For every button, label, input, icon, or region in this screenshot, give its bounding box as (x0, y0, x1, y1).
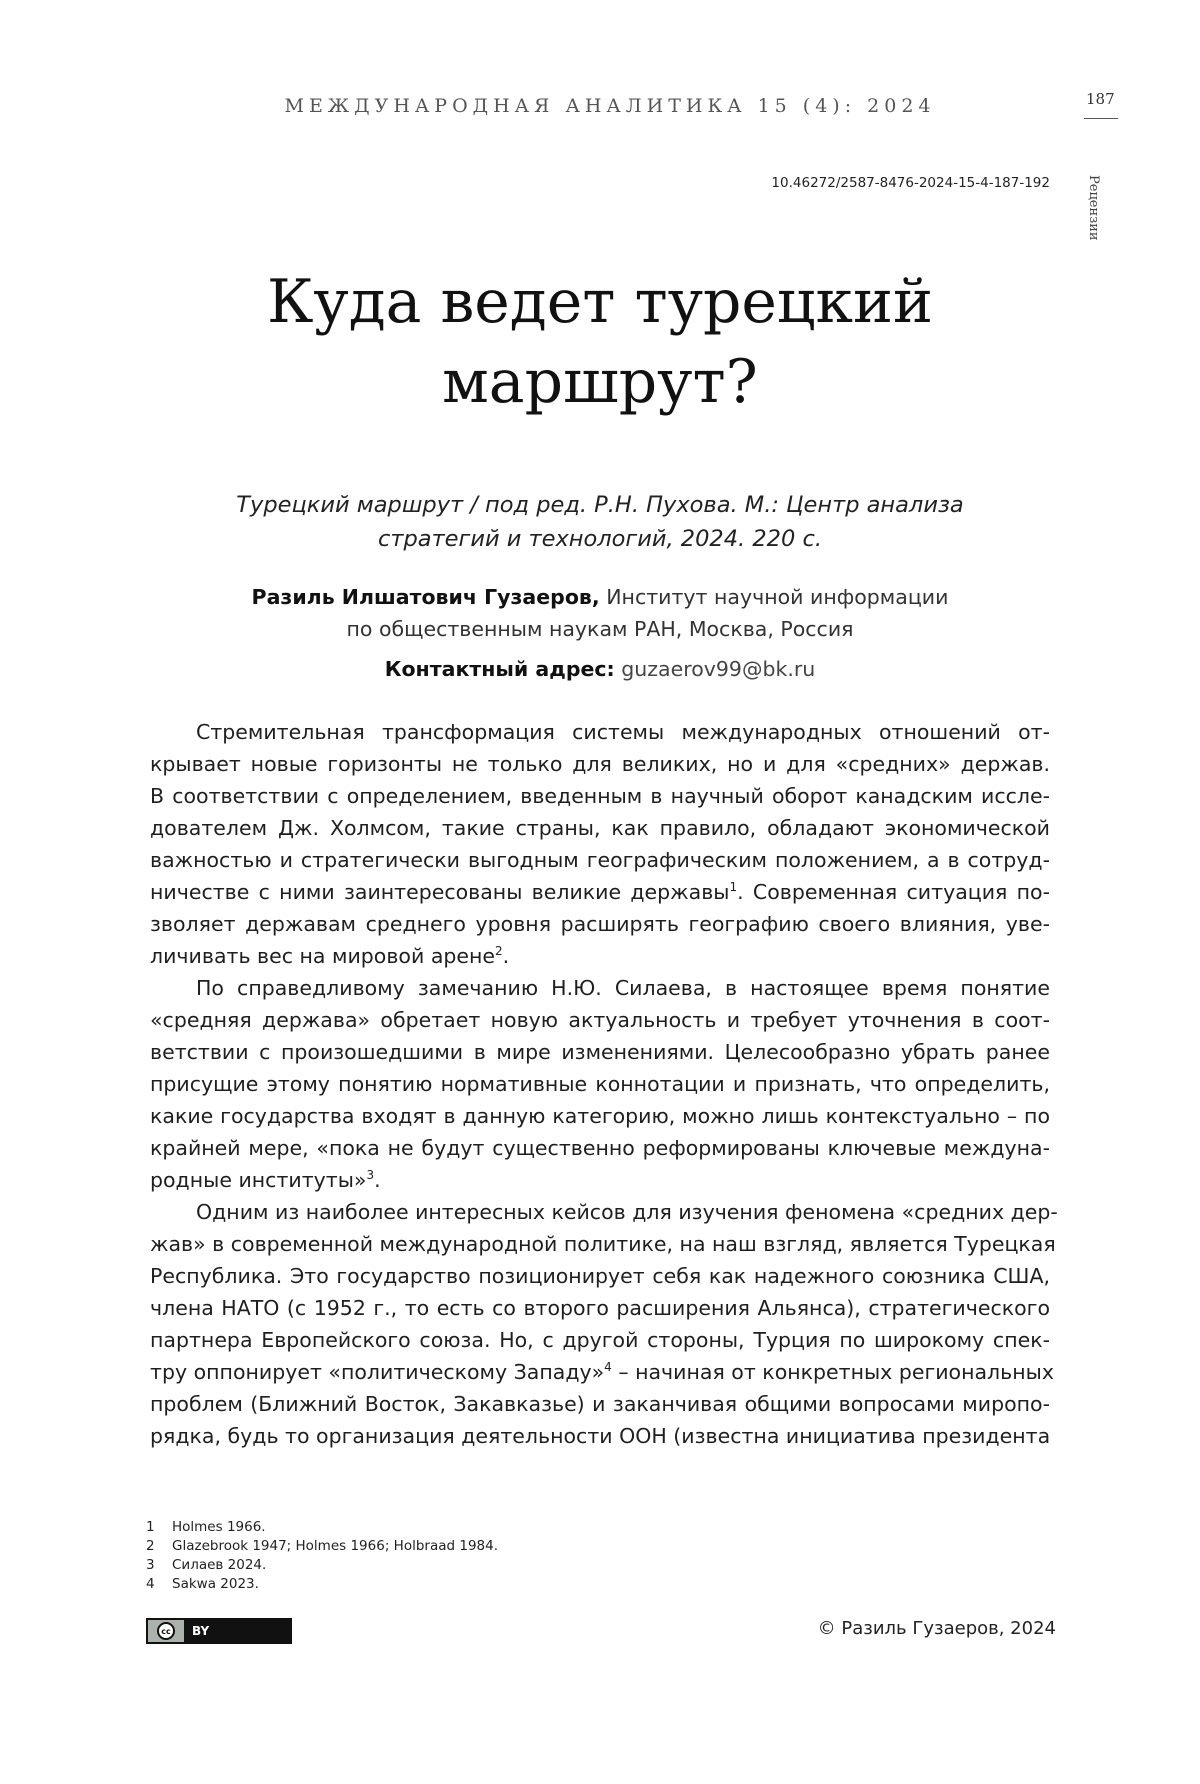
citation-line: Турецкий маршрут / под ред. Р.Н. Пухова. М.: Центр анализа (236, 492, 964, 518)
body-line (150, 876, 1050, 908)
body-line: присущие этому понятию нормативные коннотации и признать, что определить, (150, 1072, 1050, 1096)
cc-icon: cc (157, 1622, 175, 1640)
contact-email[interactable]: guzaerov99@bk.ru (614, 657, 816, 681)
body-line: рядка, будь то организация деятельности ООН (известна инициатива президента (150, 1424, 1051, 1448)
journal-header: МЕЖДУНАРОДНАЯ АНАЛИТИКА 15 (4): 2024 (284, 95, 936, 117)
cc-by-icon[interactable] (146, 1618, 292, 1644)
body-text: ничестве с ними заинтересованы великие державы (150, 880, 730, 904)
title-line: маршрут? (442, 347, 758, 417)
footnote-text: Силаев 2024. (172, 1557, 267, 1573)
footnote (146, 1556, 846, 1575)
author-block (200, 581, 1000, 645)
body-line (150, 1164, 1050, 1196)
copyright-notice: © Разиль Гузаеров, 2024 (817, 1618, 1056, 1639)
body-line (150, 1356, 1054, 1388)
book-citation (200, 488, 1000, 556)
contact-line (200, 654, 1000, 684)
body-line: В соответствии с определением, введенным в научный оборот канадским иссле- (150, 784, 1050, 808)
body-line: проблем (Ближний Восток, Закавказье) и заканчивая общими вопросами миропо- (150, 1392, 1050, 1416)
body-line: ветствии с произошедшими в мире изменениями. Целесообразно убрать ранее (150, 1040, 1050, 1064)
footnote-text: Sakwa 2023. (172, 1576, 259, 1592)
author-line (200, 581, 1000, 613)
footnote-ref[interactable]: 4 (604, 1360, 612, 1375)
author-name: Разиль Илшатович Гузаеров, (251, 585, 600, 609)
footnote (146, 1575, 846, 1594)
body-line: Республика. Это государство позиционирует себя как надежного союзника США, (150, 1264, 1050, 1288)
body-text: родные институты» (150, 1168, 367, 1192)
page-number: 187 (1086, 90, 1115, 108)
footnote-ref[interactable]: 3 (366, 1168, 375, 1183)
cc-segment (148, 1620, 184, 1642)
affiliation-line: по общественным наукам РАН, Москва, Россия (346, 617, 854, 641)
body-line: жав» в современной международной политике, на наш взгляд, является Турецкая (150, 1232, 1056, 1256)
body-text: тру оппонирует «политическому Западу» (150, 1360, 605, 1384)
body-line: партнера Европейского союза. Но, с другой стороны, Турция по широкому спек- (150, 1328, 1050, 1352)
paragraph-3 (150, 1196, 1058, 1452)
footnote (146, 1537, 846, 1556)
body-line: По справедливому замечанию Н.Ю. Силаева, в настоящее время понятие (196, 976, 1050, 1000)
body-line: зволяет державам среднего уровня расширять географию своего влияния, уве- (150, 912, 1050, 936)
doi-link[interactable]: 10.46272/2587-8476-2024-15-4-187-192 (771, 175, 1050, 191)
contact-label: Контактный адрес: (384, 657, 615, 681)
footnote-text: Holmes 1966. (172, 1519, 266, 1535)
body-line: крайней мере, «пока не будут существенно реформированы ключевые междуна- (150, 1136, 1050, 1160)
body-line: «средняя держава» обретает новую актуальность и требует уточнения в соот- (150, 1008, 1050, 1032)
body-line: члена НАТО (с 1952 г., то есть со второго расширения Альянса), стратегического (150, 1296, 1050, 1320)
body-line: какие государства входят в данную категорию, можно лишь контекстуально – по (150, 1104, 1050, 1128)
paragraph-2 (150, 972, 1050, 1196)
article-body (150, 716, 1058, 1452)
footnote (146, 1518, 846, 1537)
footnote-number: 3 (146, 1557, 155, 1573)
paragraph-1 (150, 716, 1050, 972)
body-text: . Современная ситуация по- (737, 880, 1050, 904)
footnote-number: 4 (146, 1576, 155, 1592)
footnote-text: Glazebrook 1947; Holmes 1966; Holbraad 1984. (172, 1538, 498, 1554)
footnote-number: 2 (146, 1538, 155, 1554)
body-text: – начиная от конкретных региональных (611, 1360, 1054, 1384)
body-line: крывает новые горизонты не только для великих, но и для «средних» держав. (150, 752, 1050, 776)
body-line: Стремительная трансформация системы международных отношений от- (196, 720, 1050, 744)
footnotes (146, 1518, 846, 1594)
footnote-ref[interactable]: 2 (495, 944, 503, 959)
footnote-ref[interactable]: 1 (729, 880, 738, 895)
by-label: BY (192, 1624, 210, 1638)
body-line: дователем Дж. Холмсом, такие страны, как правило, обладают экономической (150, 816, 1050, 840)
citation-line: стратегий и технологий, 2024. 220 с. (378, 526, 822, 552)
margin-rule (1084, 118, 1118, 119)
body-text: . (502, 944, 510, 968)
affiliation: Институт научной информации (599, 585, 949, 609)
footnote-number: 1 (146, 1519, 155, 1535)
section-label: Рецензии (1086, 175, 1101, 241)
body-line (150, 940, 1050, 972)
body-line: Одним из наиболее интересных кейсов для изучения феномена «средних дер- (196, 1200, 1058, 1224)
title-line: Куда ведет турецкий (266, 267, 933, 337)
body-line: важностью и стратегически выгодным географическим положением, а в сотруд- (150, 848, 1050, 872)
article-title (160, 262, 1040, 422)
body-text: . (374, 1168, 381, 1192)
body-text: личивать вес на мировой арене (150, 944, 496, 968)
